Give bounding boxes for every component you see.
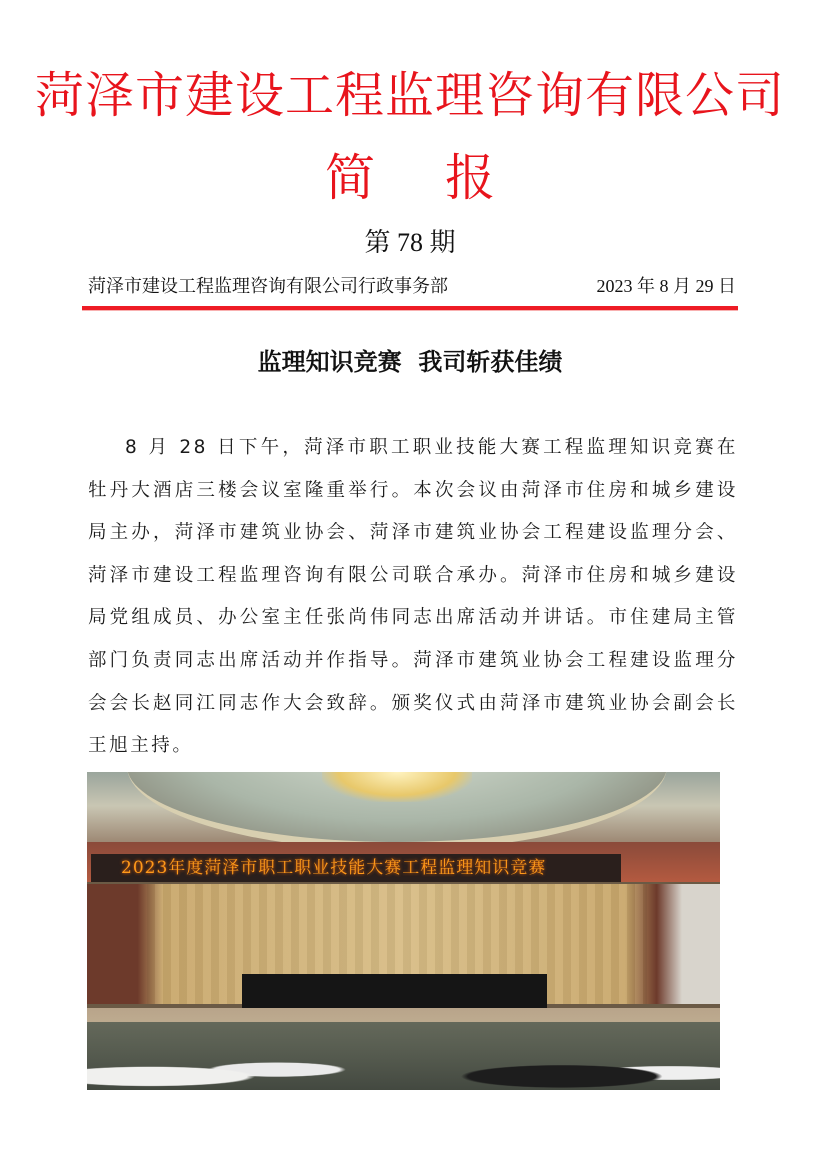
issue-date: 2023 年 8 月 29 日	[596, 276, 736, 296]
issue-number: 第 78 期	[364, 228, 456, 257]
article-headline: 监理知识竞赛 我司斩获佳绩	[257, 348, 563, 376]
company-name-masthead: 菏泽市建设工程监理咨询有限公司	[34, 67, 785, 124]
red-divider-rule	[82, 306, 738, 310]
article-body	[88, 427, 738, 768]
event-photo	[87, 772, 720, 1090]
issuer-row	[88, 272, 736, 300]
publication-title: 简报	[325, 149, 565, 207]
photo-head-table	[242, 974, 547, 1008]
issuing-department: 菏泽市建设工程监理咨询有限公司行政事务部	[88, 276, 448, 296]
led-banner-text: 2023年度菏泽市职工职业技能大赛工程监理知识竞赛	[91, 854, 621, 882]
photo-audience	[87, 1022, 720, 1090]
article-paragraph: 8 月 28 日下午，菏泽市职工职业技能大赛工程监理知识竞赛在牡丹大酒店三楼会议室隆重举行。本次会议由菏泽市住房和城乡建设局主办，菏泽市建筑业协会、菏泽市建筑业协会工程建设监理分会、菏泽市建设工程监理咨询有限公司联合承办。菏泽市住房和城乡建设局党组成员、办公室主任张尚伟同志出席活动并讲话。市住建局主管部门负责同志出席活动并作指导。菏泽市建筑业协会工程建设监理分会会长赵同江同志作大会致辞。颁奖仪式由菏泽市建筑业协会副会长王旭主持。	[88, 437, 738, 757]
chandelier-icon	[322, 772, 472, 802]
